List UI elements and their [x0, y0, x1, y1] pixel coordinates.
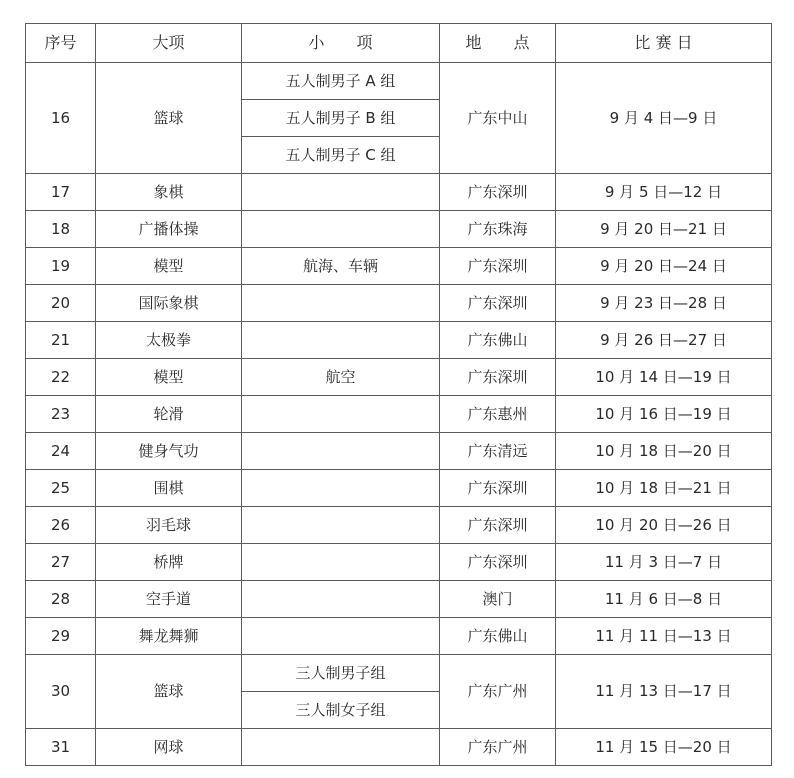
cell-event: 广播体操	[96, 211, 242, 248]
table-row	[26, 396, 772, 433]
table-row	[26, 729, 772, 766]
cell-sub-event	[242, 544, 440, 581]
table-row	[26, 655, 772, 692]
cell-place: 广东佛山	[440, 618, 556, 655]
cell-event: 象棋	[96, 174, 242, 211]
cell-event: 模型	[96, 359, 242, 396]
header-date: 比 赛 日	[556, 24, 772, 63]
cell-no: 16	[26, 63, 96, 174]
cell-place: 广东深圳	[440, 174, 556, 211]
cell-sub-event	[242, 618, 440, 655]
cell-event: 模型	[96, 248, 242, 285]
cell-no: 17	[26, 174, 96, 211]
cell-place: 广东深圳	[440, 285, 556, 322]
table-row	[26, 544, 772, 581]
cell-sub-event: 三人制女子组	[242, 692, 440, 729]
table-body	[26, 63, 772, 766]
cell-sub-event	[242, 174, 440, 211]
cell-sub-event: 航空	[242, 359, 440, 396]
table-row	[26, 470, 772, 507]
cell-event: 篮球	[96, 63, 242, 174]
cell-event: 围棋	[96, 470, 242, 507]
table-row	[26, 359, 772, 396]
cell-no: 20	[26, 285, 96, 322]
cell-no: 21	[26, 322, 96, 359]
header-event: 大项	[96, 24, 242, 63]
cell-event: 羽毛球	[96, 507, 242, 544]
table-row	[26, 433, 772, 470]
cell-date: 10 月 14 日—19 日	[556, 359, 772, 396]
cell-date: 9 月 20 日—24 日	[556, 248, 772, 285]
cell-place: 广东深圳	[440, 359, 556, 396]
cell-event: 轮滑	[96, 396, 242, 433]
cell-place: 广东深圳	[440, 248, 556, 285]
cell-place: 澳门	[440, 581, 556, 618]
cell-no: 29	[26, 618, 96, 655]
cell-date: 9 月 20 日—21 日	[556, 211, 772, 248]
cell-place: 广东中山	[440, 63, 556, 174]
cell-date: 10 月 18 日—21 日	[556, 470, 772, 507]
cell-no: 24	[26, 433, 96, 470]
table-row	[26, 174, 772, 211]
cell-sub-event	[242, 470, 440, 507]
cell-sub-event	[242, 211, 440, 248]
header-sub-event: 小 项	[242, 24, 440, 63]
cell-place: 广东深圳	[440, 507, 556, 544]
cell-date: 9 月 23 日—28 日	[556, 285, 772, 322]
table-row	[26, 211, 772, 248]
cell-sub-event: 五人制男子 C 组	[242, 137, 440, 174]
cell-event: 太极拳	[96, 322, 242, 359]
cell-sub-event: 五人制男子 A 组	[242, 63, 440, 100]
cell-place: 广东深圳	[440, 470, 556, 507]
cell-no: 23	[26, 396, 96, 433]
cell-place: 广东惠州	[440, 396, 556, 433]
cell-event: 空手道	[96, 581, 242, 618]
cell-place: 广东广州	[440, 655, 556, 729]
table-row	[26, 285, 772, 322]
cell-sub-event: 航海、车辆	[242, 248, 440, 285]
cell-place: 广东珠海	[440, 211, 556, 248]
schedule-table	[25, 23, 772, 766]
cell-sub-event: 三人制男子组	[242, 655, 440, 692]
table-row	[26, 63, 772, 100]
table-row	[26, 248, 772, 285]
cell-event: 桥牌	[96, 544, 242, 581]
cell-date: 11 月 11 日—13 日	[556, 618, 772, 655]
header-row	[26, 24, 772, 63]
cell-event: 国际象棋	[96, 285, 242, 322]
cell-sub-event	[242, 581, 440, 618]
cell-date: 9 月 4 日—9 日	[556, 63, 772, 174]
header-no: 序号	[26, 24, 96, 63]
cell-no: 19	[26, 248, 96, 285]
cell-date: 10 月 18 日—20 日	[556, 433, 772, 470]
cell-date: 11 月 6 日—8 日	[556, 581, 772, 618]
cell-date: 10 月 20 日—26 日	[556, 507, 772, 544]
cell-event: 篮球	[96, 655, 242, 729]
cell-event: 健身气功	[96, 433, 242, 470]
table-row	[26, 507, 772, 544]
cell-no: 25	[26, 470, 96, 507]
cell-date: 11 月 15 日—20 日	[556, 729, 772, 766]
cell-no: 22	[26, 359, 96, 396]
table-row	[26, 581, 772, 618]
cell-date: 9 月 26 日—27 日	[556, 322, 772, 359]
cell-sub-event	[242, 396, 440, 433]
table-row	[26, 322, 772, 359]
cell-place: 广东深圳	[440, 544, 556, 581]
cell-no: 30	[26, 655, 96, 729]
cell-date: 10 月 16 日—19 日	[556, 396, 772, 433]
cell-sub-event	[242, 729, 440, 766]
table-row	[26, 618, 772, 655]
cell-event: 网球	[96, 729, 242, 766]
cell-date: 11 月 3 日—7 日	[556, 544, 772, 581]
cell-no: 18	[26, 211, 96, 248]
cell-no: 31	[26, 729, 96, 766]
cell-place: 广东广州	[440, 729, 556, 766]
cell-date: 11 月 13 日—17 日	[556, 655, 772, 729]
cell-event: 舞龙舞狮	[96, 618, 242, 655]
cell-no: 27	[26, 544, 96, 581]
cell-place: 广东佛山	[440, 322, 556, 359]
cell-sub-event	[242, 285, 440, 322]
cell-sub-event	[242, 433, 440, 470]
header-place: 地 点	[440, 24, 556, 63]
cell-place: 广东清远	[440, 433, 556, 470]
cell-sub-event	[242, 507, 440, 544]
cell-no: 26	[26, 507, 96, 544]
cell-sub-event	[242, 322, 440, 359]
cell-no: 28	[26, 581, 96, 618]
cell-date: 9 月 5 日—12 日	[556, 174, 772, 211]
cell-sub-event: 五人制男子 B 组	[242, 100, 440, 137]
